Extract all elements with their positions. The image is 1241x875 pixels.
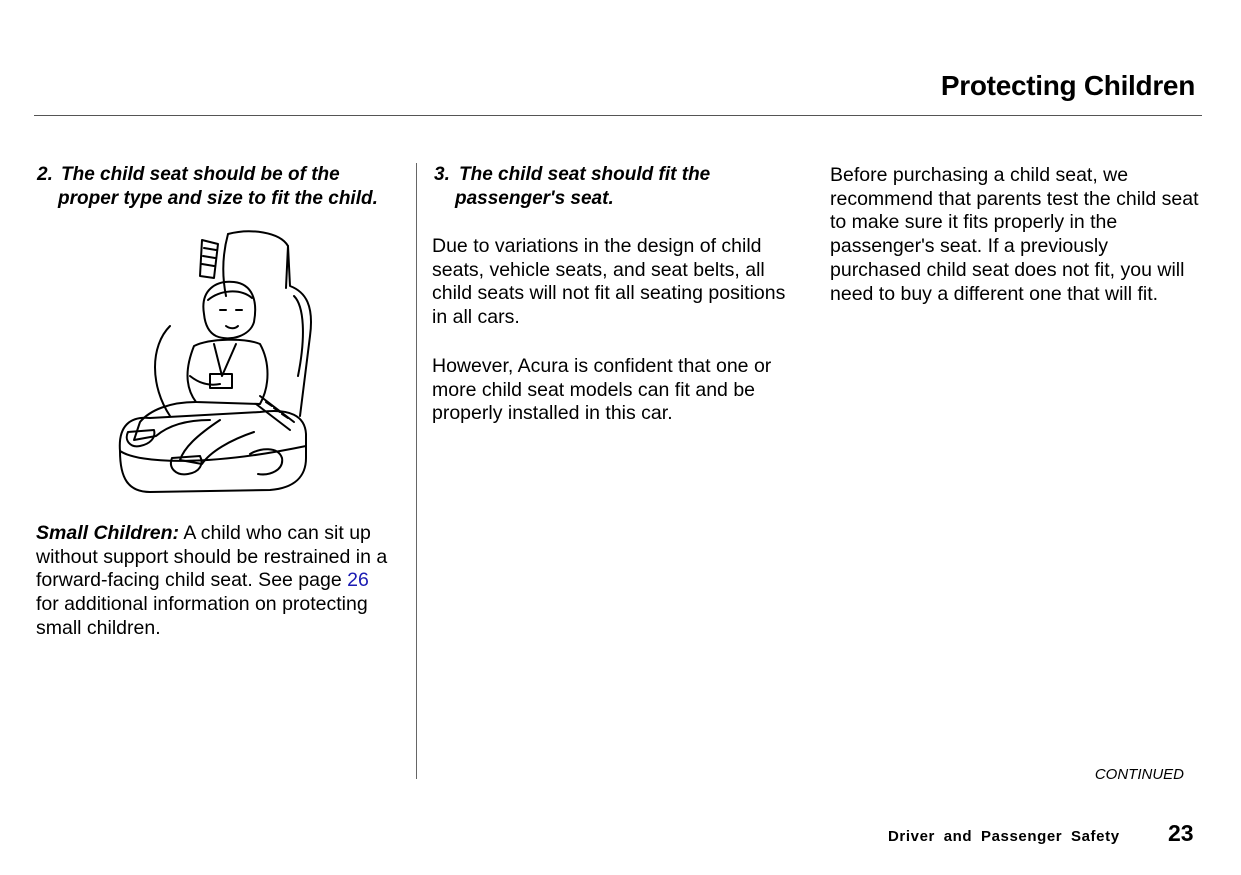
column2-heading — [434, 163, 710, 211]
child-seat-illustration — [110, 226, 320, 498]
column3-paragraph-1: Before purchasing a child seat, we recommend that parents test the child seat to make sure it fits properly in the passenger's seat. If a previously purchased child seat does not fit, you will need to buy a different one that will fit. — [830, 164, 1199, 305]
heading-number: 2. — [37, 164, 53, 185]
title-divider — [34, 115, 1202, 116]
small-children-text: A child who can sit up without support should be restrained in a forward-facing child seat. See page — [36, 522, 388, 592]
small-children-paragraph — [36, 522, 396, 641]
heading-line-2: proper type and size to fit the child. — [58, 188, 378, 209]
small-children-label: Small Children: — [36, 522, 180, 544]
continued-label: CONTINUED — [1094, 766, 1184, 783]
column2-paragraph-2: However, Acura is confident that one or more child seat models can fit and be properly installed in this car. — [432, 355, 772, 425]
footer-section-title: Driver and Passenger Safety — [888, 828, 1120, 845]
small-children-text-end: for additional information on protecting small children. — [36, 593, 368, 639]
column1-heading — [37, 163, 378, 211]
page-26-link[interactable]: 26 — [347, 569, 369, 592]
heading-line-1: The child seat should fit the — [459, 164, 711, 185]
heading-number: 3. — [434, 164, 450, 185]
column2-paragraph-1: Due to variations in the design of child seats, vehicle seats, and seat belts, all child seats will not fit all seating positions in all cars. — [432, 235, 786, 329]
heading-line-2: passenger's seat. — [455, 188, 614, 209]
heading-line-1: The child seat should be of the — [61, 164, 340, 185]
page-title: Protecting Children — [940, 70, 1195, 101]
column-divider — [416, 163, 417, 779]
page-number: 23 — [1168, 820, 1194, 846]
